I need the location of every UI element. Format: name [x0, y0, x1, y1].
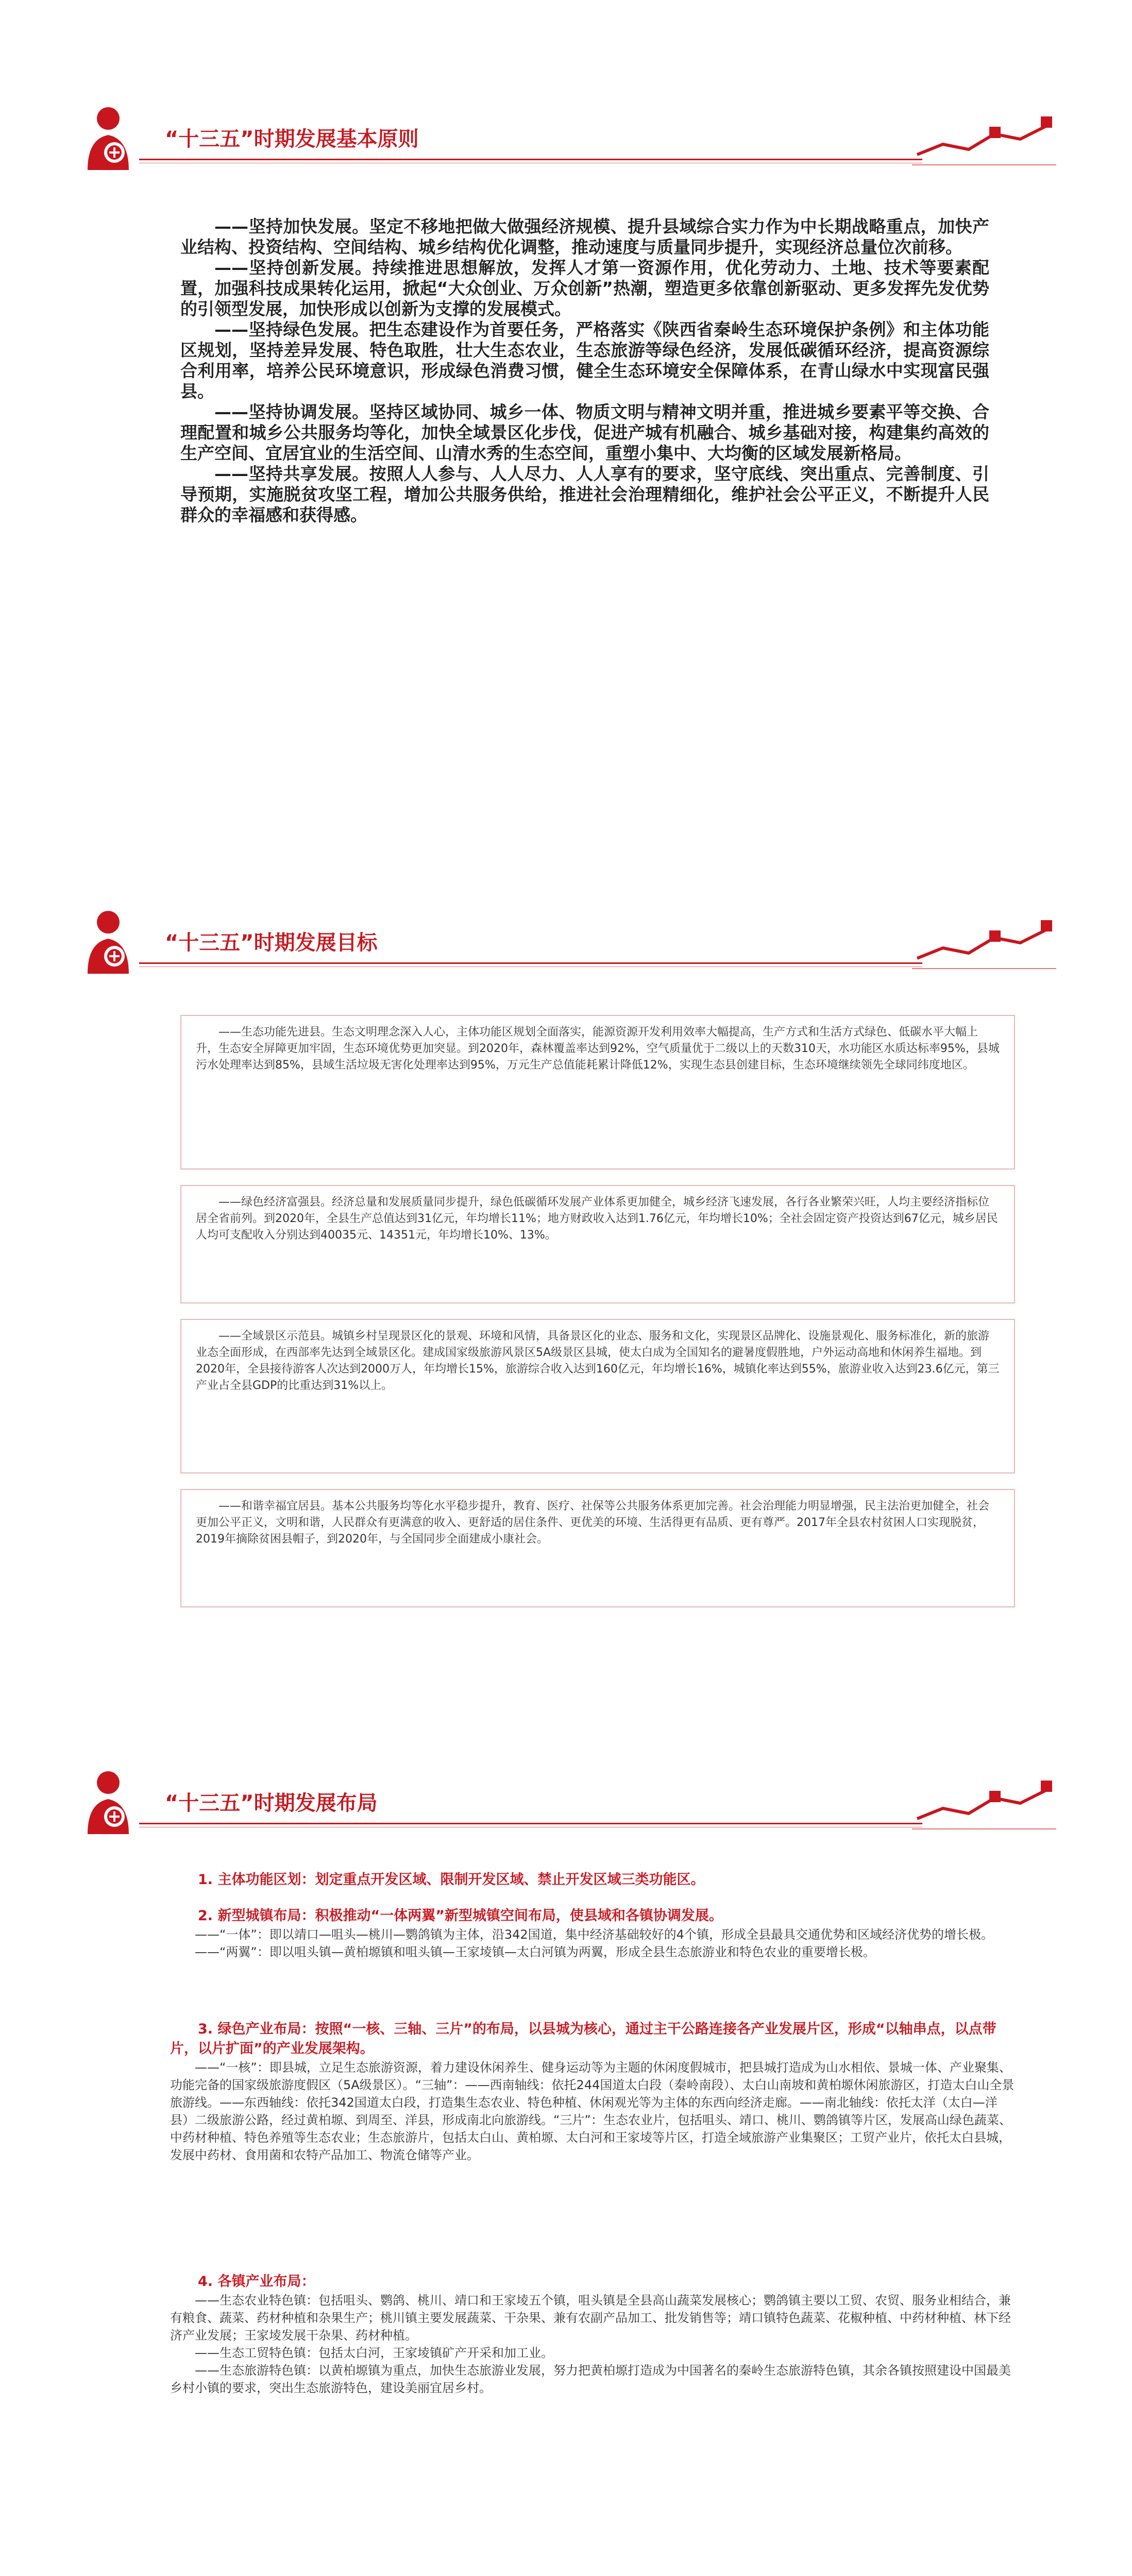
principle-paragraph: ——坚持创新发展。持续推进思想解放，发挥人才第一资源作用，优化劳动力、土地、技术等要素配置，加强科技成果转化运用，掀起“大众创业、万众创新”热潮，塑造更多依靠创新驱动、更多发挥先发优势的引领型发展，加快形成以创新为支撑的发展模式。 [180, 258, 989, 319]
goal-text: ——和谐幸福宜居县。基本公共服务均等化水平稳步提升，教育、医疗、社保等公共服务体系更加完善。社会治理能力明显增强，民主法治更加健全，社会更加公平正义，文明和谐，人民群众有更满意的收入、更舒适的居住条件、更优美的环境、生活得更有品质、更有尊严。2017年全县农村贫困人口实现脱贫，2019年摘除贫困县帽子，到2020年，与全国同步全面建成小康社会。 [196, 1500, 990, 1546]
section-title: “十三五”时期发展基本原则 [165, 127, 419, 151]
party-emblem-icon [77, 103, 139, 175]
principle-paragraph: ——坚持共享发展。按照人人参与、人人尽力、人人享有的要求，坚守底线、突出重点、完善制度、引导预期，实施脱贫攻坚工程，增加公共服务供给，推进社会治理精细化，维护社会公平正义，不断提升人民群众的幸福感和获得感。 [180, 464, 989, 525]
layout-text: ——生态旅游特色镇：以黄柏塬镇为重点，加快生态旅游业发展，努力把黄柏塬打造成为中国著名的秦岭生态旅游特色镇，其余各镇按照建设中国最美乡村小镇的要求，突出生态旅游特色，建设美丽宜居乡村。 [170, 2363, 1011, 2395]
title-rule [139, 159, 922, 160]
layout-lead: 4. 各镇产业布局： [198, 2274, 315, 2290]
great-wall-ornament-icon [912, 912, 1056, 974]
title-rule [139, 962, 922, 964]
goal-box [180, 1185, 1015, 1303]
goals-panel [0, 850, 1132, 1726]
layout-lead: 3. 绿色产业布局：按照“一核、三轴、三片”的布局，以县城为核心，通过主干公路连接各产业发展片区，形成“以轴串点，以点带片，以片扩面”的产业发展架构。 [170, 2021, 996, 2057]
layout-block [170, 2020, 1015, 2164]
layout-block [170, 1870, 1015, 1890]
goal-box [180, 1319, 1015, 1473]
layout-text: ——“两翼”：即以咀头镇—黄柏塬镇和咀头镇—王家堎镇—太白河镇为两翼，形成全县生态旅游业和特色农业的重要增长极。 [195, 1945, 875, 1959]
section-header [77, 1767, 1056, 1839]
principle-paragraph: ——坚持加快发展。坚定不移地把做大做强经济规模、提升县域综合实力作为中长期战略重点，加快产业结构、投资结构、空间结构、城乡结构优化调整，推动速度与质量同步提升，实现经济总量位次前移。 [180, 216, 989, 257]
layout-lead: 1. 主体功能区划：划定重点开发区域、限制开发区域、禁止开发区域三类功能区。 [198, 1872, 705, 1888]
layout-text: ——生态农业特色镇：包括咀头、鹦鸽、桃川、靖口和王家堎五个镇，咀头镇是全县高山蔬菜发展核心；鹦鸽镇主要以工贸、农贸、服务业相结合，兼有粮食、蔬菜、药材种植和杂果生产；桃川镇主要发展蔬菜、干杂果、兼有农副产品加工、批发销售等；靖口镇特色蔬菜、花椒种植、中药材种植、林下经济产业发展；王家堎发展干杂果、药材种植。 [170, 2293, 1011, 2343]
section-title: “十三五”时期发展目标 [165, 931, 378, 955]
title-rule [139, 1823, 922, 1824]
great-wall-ornament-icon [912, 1772, 1056, 1834]
principle-paragraph: ——坚持绿色发展。把生态建设作为首要任务，严格落实《陕西省秦岭生态环境保护条例》和主体功能区规划，坚持差异发展、特色取胜，壮大生态农业，生态旅游等绿色经济，发展低碳循环经济，提高资源综合利用率，培养公民环境意识，形成绿色消费习惯，健全生态环境安全保障体系，在青山绿水中实现富民强县。 [180, 319, 989, 401]
goal-text: ——绿色经济富强县。经济总量和发展质量同步提升，绿色低碳循环发展产业体系更加健全，城乡经济飞速发展，各行各业繁荣兴旺，人均主要经济指标位居全省前列。到2020年，全县生产总值达到31亿元，年均增长11%；地方财政收入达到1.76亿元，年均增长10%；全社会固定资产投资达到67亿元，城乡居民人均可支配收入分别达到40035元、14351元，年均增长10%、13%。 [196, 1196, 998, 1242]
layout-text: ——“一体”：即以靖口—咀头—桃川—鹦鸽镇为主体，沿342国道，集中经济基础较好的4个镇，形成全县最具交通优势和区域经济优势的增长极。 [195, 1927, 993, 1942]
layout-text: ——生态工贸特色镇：包括太白河，王家堎镇矿产开采和加工业。 [195, 2346, 553, 2360]
great-wall-ornament-icon [912, 108, 1056, 170]
layout-panel [0, 1726, 1132, 2550]
layout-block [170, 2272, 1015, 2397]
section-header [77, 907, 1056, 979]
tasks1-panel [0, 2550, 1132, 2576]
principles-text [180, 216, 989, 526]
goal-text: ——全域景区示范县。城镇乡村呈现景区化的景观、环境和风情，具备景区化的业态、服务和文化，实现景区品牌化、设施景观化、服务标准化，新的旅游业态全面形成，在西部率先达到全域景区化。建成国家级旅游风景区5A级景区县城，使太白成为全国知名的避暑度假胜地，户外运动高地和休闲养生福地。到2020年，全县接待游客人次达到2000万人，年均增长15%，旅游综合收入达到160亿元，年均增长16%，城镇化率达到55%，旅游业收入达到23.6亿元，第三产业占全县GDP的比重达到31%以上。 [196, 1330, 1000, 1392]
layout-text: ——“一核”：即县城，立足生态旅游资源，着力建设休闲养生、健身运动等为主题的休闲度假城市，把县城打造成为山水相依、景城一体、产业聚集、功能完备的国家级旅游度假区（5A级景区）。“三轴”：——西南轴线：依托244国道太白段（秦岭南段）、太白山南坡和黄柏塬休闲旅游区，打造太白山全景旅游线。——东西轴线：依托342国道太白段，打造集生态农业、特色种植、休闲观光等为主体的东西向经济走廊。——南北轴线：依托太洋（太白—洋县）二级旅游公路，经过黄柏塬、到周至、洋县，形成南北向旅游线。“三片”：生态农业片，包括咀头、靖口、桃川、鹦鸽镇等片区，发展高山绿色蔬菜、中药材种植、特色养殖等生态农业；生态旅游片，包括太白山、黄柏塬、太白河和王家堎等片区，打造全域旅游产业集聚区；工贸产业片，依托太白县城，发展中药材、食用菌和农特产品加工、物流仓储等产业。 [170, 2060, 1015, 2162]
layout-lead: 2. 新型城镇布局：积极推动“一体两翼”新型城镇空间布局，使县域和各镇协调发展。 [198, 1908, 723, 1924]
party-emblem-icon [77, 907, 139, 979]
section-header [77, 103, 1056, 175]
principle-paragraph: ——坚持协调发展。坚持区域协同、城乡一体、物质文明与精神文明并重，推进城乡要素平等交换、合理配置和城乡公共服务均等化，加快全域景区化步伐，促进产城有机融合、城乡基础对接，构建集约高效的生产空间、宜居宜业的生活空间、山清水秀的生态空间，重塑小集中、大均衡的区域发展新格局。 [180, 402, 989, 463]
principles-panel [0, 0, 1132, 721]
goal-text: ——生态功能先进县。生态文明理念深入人心，主体功能区规划全面落实，能源资源开发利用效率大幅提高，生产方式和生活方式绿色、低碳水平大幅上升，生态安全屏障更加牢固，生态环境优势更加突显。到2020年，森林覆盖率达到92%，空气质量优于二级以上的天数310天，水功能区水质达标率95%，县城污水处理率达到85%，县域生活垃圾无害化处理率达到95%，万元生产总值能耗累计降低12%，实现生态县创建目标，生态环境继续领先全球同纬度地区。 [196, 1026, 1000, 1072]
section-title: “十三五”时期发展布局 [165, 1791, 378, 1815]
party-emblem-icon [77, 1767, 139, 1839]
goal-box [180, 1489, 1015, 1607]
goal-box [180, 1015, 1015, 1170]
layout-block [170, 1906, 1015, 1961]
